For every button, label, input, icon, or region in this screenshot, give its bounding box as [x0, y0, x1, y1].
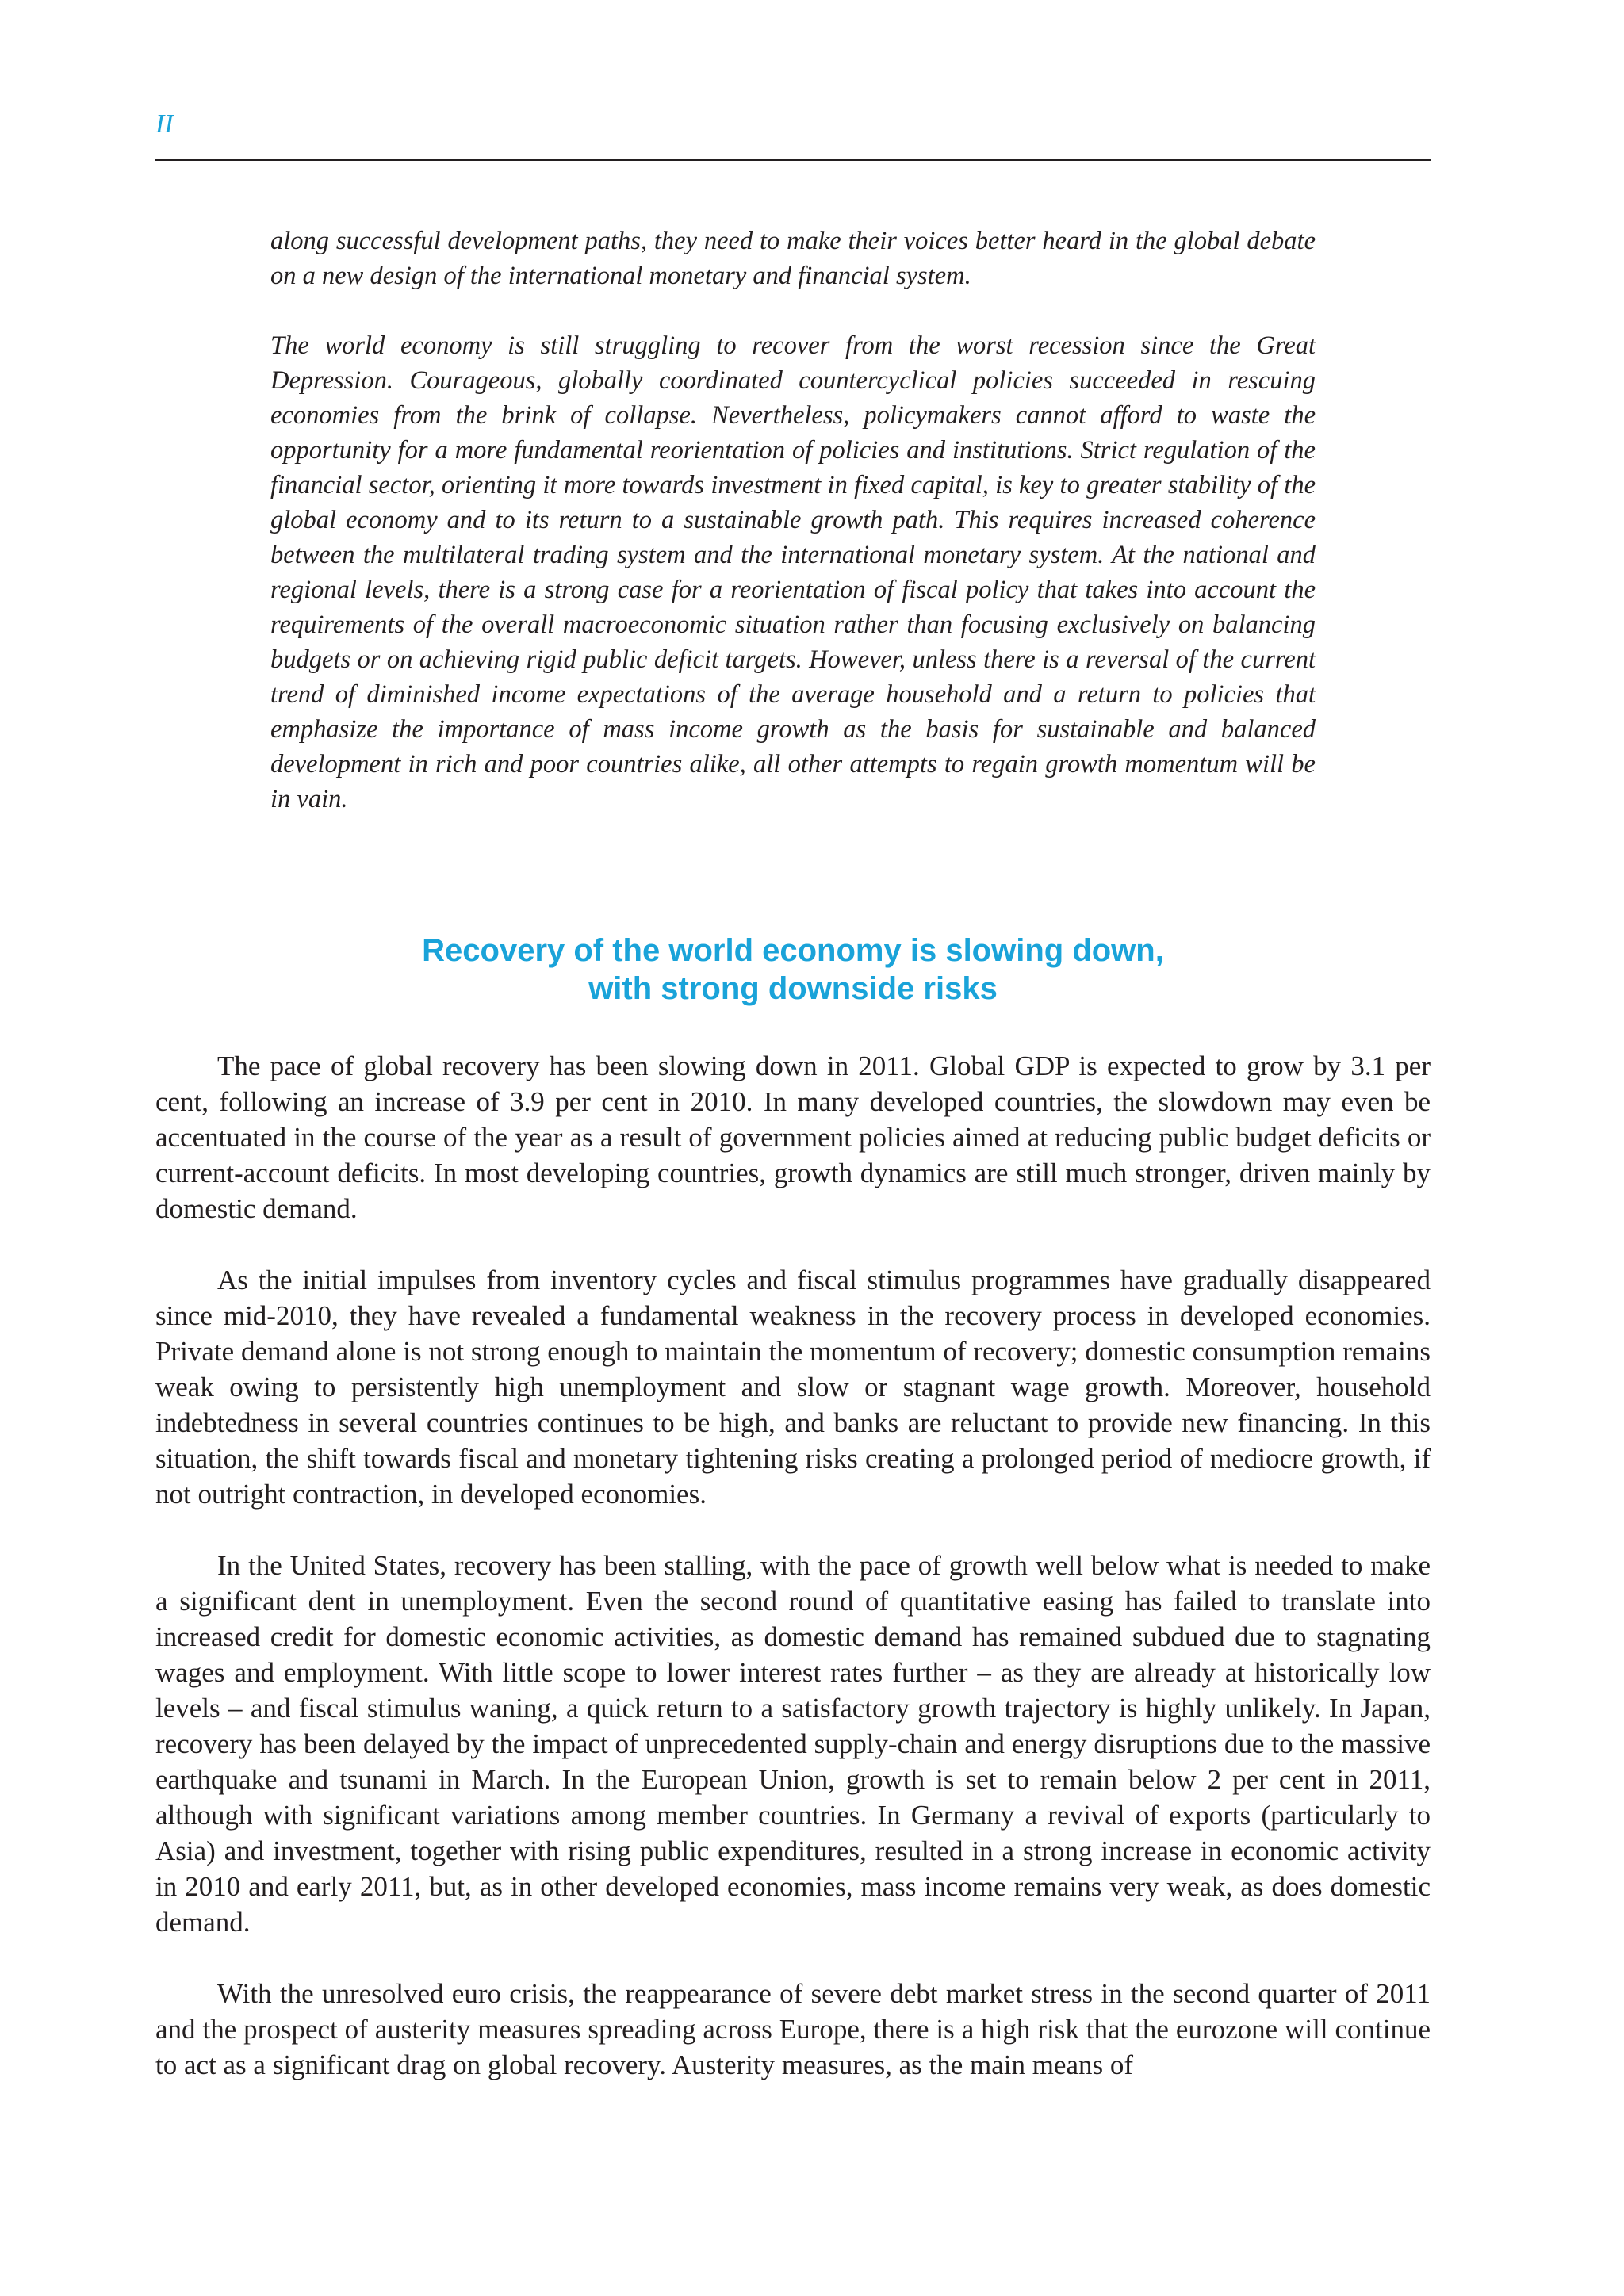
- body-paragraph: The pace of global recovery has been slowing down in 2011. Global GDP is expected to grow by 3.1 per cent, following an increase of 3.9 per cent in 2010. In many developed countries, the slowdown may even be accentuated in the course of the year as a result of government policies aimed at reducing public budget deficits or current-account deficits. In most developing countries, growth dynamics are still much stronger, driven mainly by domestic demand.: [155, 1050, 1431, 1224]
- section-title-line: Recovery of the world economy is slowing down,: [422, 933, 1164, 968]
- header-rule: [155, 159, 1431, 161]
- summary-block: [270, 224, 1316, 817]
- body-text: [155, 1048, 1431, 2083]
- summary-paragraph: The world economy is still struggling to recover from the worst recession since the Great Depression. Courageous, globally coordinated countercyclical policies succeeded in rescuing economies from the brink of collapse. Nevertheless, policymakers cannot afford to waste the opportunity for a more fundamental reorientation of policies and institutions. Strict regulation of the financial sector, orienting it more towards investment in fixed capital, is key to greater stability of the global economy and to its return to a sustainable growth path. This requires increased coherence between the multilateral trading system and the international monetary system. At the national and regional levels, there is a strong case for a reorientation of fiscal policy that takes into account the requirements of the overall macroeconomic situation rather than focusing exclusively on balancing budgets or on achieving rigid public deficit targets. However, unless there is a reversal of the current trend of diminished income expectations of the average household and a return to policies that emphasize the importance of mass income growth as the basis for sustainable and balanced development in rich and poor countries alike, all other attempts to regain growth momentum will be in vain.: [270, 331, 1316, 813]
- summary-paragraph: along successful development paths, they need to make their voices better heard in the global debate on a new design of the international monetary and financial system.: [270, 227, 1316, 290]
- section-title: [155, 932, 1431, 1008]
- body-paragraph: In the United States, recovery has been stalling, with the pace of growth well below what is needed to make a significant dent in unemployment. Even the second round of quantitative easing has failed to translate into increased credit for domestic economic activities, as domestic demand has remained subdued due to stagnating wages and employment. With little scope to lower interest rates further – as they are already at historically low levels – and fiscal stimulus waning, a quick return to a satisfactory growth trajectory is highly unlikely. In Japan, recovery has been delayed by the impact of unprecedented supply-chain and energy disruptions due to the massive earthquake and tsunami in March. In the European Union, growth is set to remain below 2 per cent in 2011, although with significant variations among member countries. In Germany a revival of exports (particularly to Asia) and investment, together with rising public expenditures, resulted in a strong increase in economic activity in 2010 and early 2011, but, as in other developed economies, mass income remains very weak, as does domestic demand.: [155, 1550, 1431, 1938]
- body-paragraph: With the unresolved euro crisis, the reappearance of severe debt market stress in the second quarter of 2011 and the prospect of austerity measures spreading across Europe, there is a high risk that the eurozone will continue to act as a significant drag on global recovery. Austerity measures, as the main means of: [155, 1978, 1431, 2080]
- section-title-line: with strong downside risks: [588, 971, 998, 1006]
- page-number: II: [155, 109, 174, 139]
- body-paragraph: As the initial impulses from inventory cycles and fiscal stimulus programmes have gradually disappeared since mid-2010, they have revealed a fundamental weakness in the recovery process in developed economies. Private demand alone is not strong enough to maintain the momentum of recovery; domestic consumption remains weak owing to persistently high unemployment and slow or stagnant wage growth. Moreover, household indebtedness in several countries continues to be high, and banks are reluctant to provide new financing. In this situation, the shift towards fiscal and monetary tightening risks creating a prolonged period of mediocre growth, if not outright contraction, in developed economies.: [155, 1265, 1431, 1510]
